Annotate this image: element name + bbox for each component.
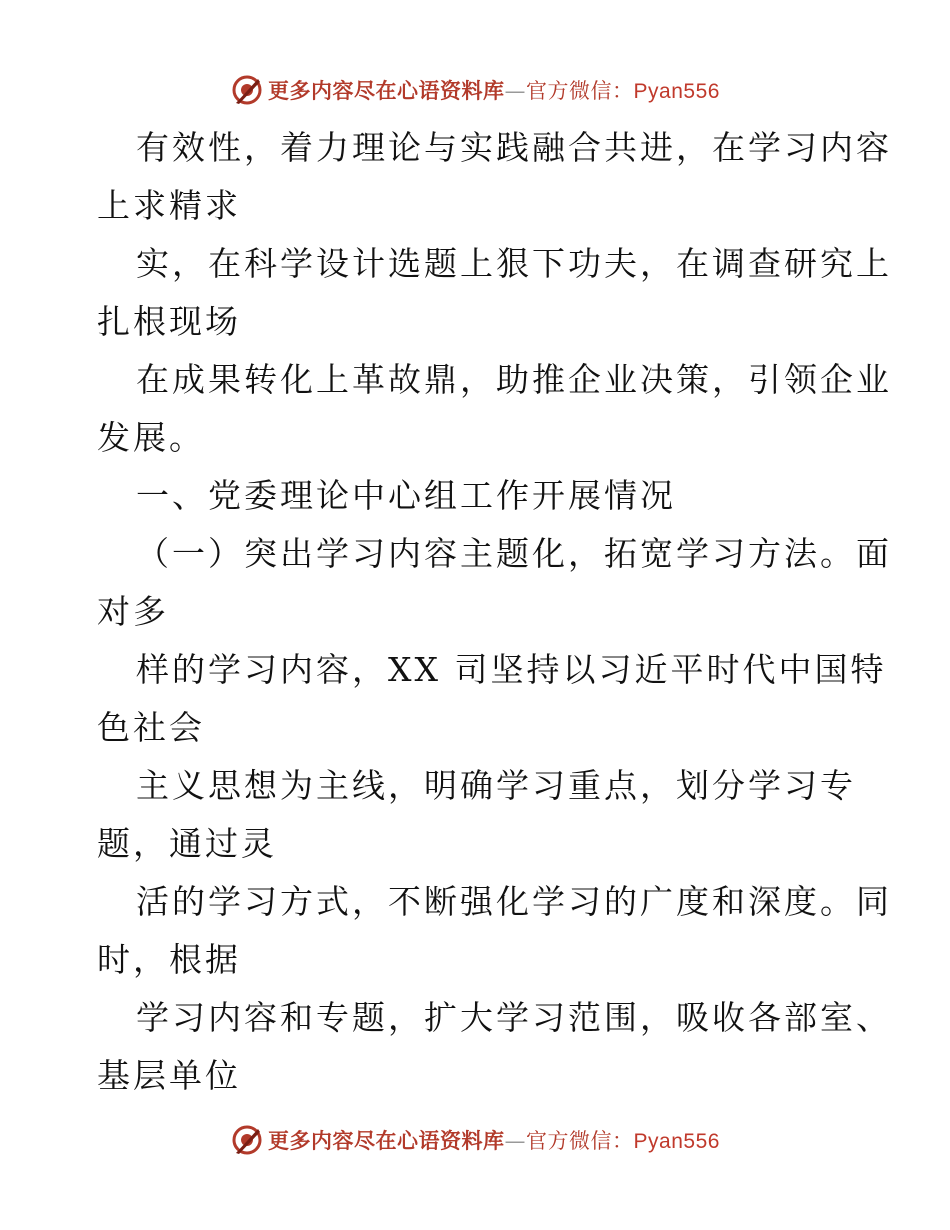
text-line: 基层单位 bbox=[97, 1056, 241, 1095]
banner-main-text: 更多内容尽在心语资料库 bbox=[268, 1129, 505, 1153]
banner-text bbox=[268, 75, 720, 105]
text-line: （一）突出学习内容主题化，拓宽学习方法。面 bbox=[136, 534, 892, 573]
text-line: 实，在科学设计选题上狠下功夫，在调查研究上 bbox=[136, 244, 892, 283]
text-line: 学习内容和专题，扩大学习范围，吸收各部室、 bbox=[136, 998, 892, 1037]
text-line: 主义思想为主线，明确学习重点，划分学习专 bbox=[136, 766, 856, 805]
text-line: 有效性，着力理论与实践融合共进，在学习内容 bbox=[136, 128, 892, 167]
text-line: 题，通过灵 bbox=[97, 824, 277, 863]
text-line: 扎根现场 bbox=[97, 302, 241, 341]
text-line: 时，根据 bbox=[97, 940, 241, 979]
banner-dash: — bbox=[504, 1129, 527, 1153]
quill-pen-circle-icon bbox=[230, 1123, 264, 1157]
banner-wechat-label: 官方微信： bbox=[526, 1129, 634, 1153]
section-heading: 一、党委理论中心组工作开展情况 bbox=[136, 476, 676, 515]
banner-wechat-id: Pyan556 bbox=[633, 1130, 720, 1153]
banner-main-text: 更多内容尽在心语资料库 bbox=[268, 79, 505, 103]
text-line: 色社会 bbox=[97, 708, 205, 747]
text-line: 样的学习内容，XX 司坚持以习近平时代中国特 bbox=[136, 650, 887, 689]
banner-wechat-label: 官方微信： bbox=[526, 79, 634, 103]
banner-dash: — bbox=[504, 79, 527, 103]
text-line: 发展。 bbox=[97, 418, 205, 457]
header-banner bbox=[0, 70, 950, 110]
quill-pen-circle-icon bbox=[230, 73, 264, 107]
text-line: 上求精求 bbox=[97, 186, 241, 225]
text-line: 在成果转化上革故鼎，助推企业决策，引领企业 bbox=[136, 360, 892, 399]
text-line: 对多 bbox=[97, 592, 169, 631]
banner-text bbox=[268, 1125, 720, 1155]
text-line: 活的学习方式，不断强化学习的广度和深度。同 bbox=[136, 882, 892, 921]
banner-wechat-id: Pyan556 bbox=[633, 80, 720, 103]
footer-banner bbox=[0, 1120, 950, 1160]
